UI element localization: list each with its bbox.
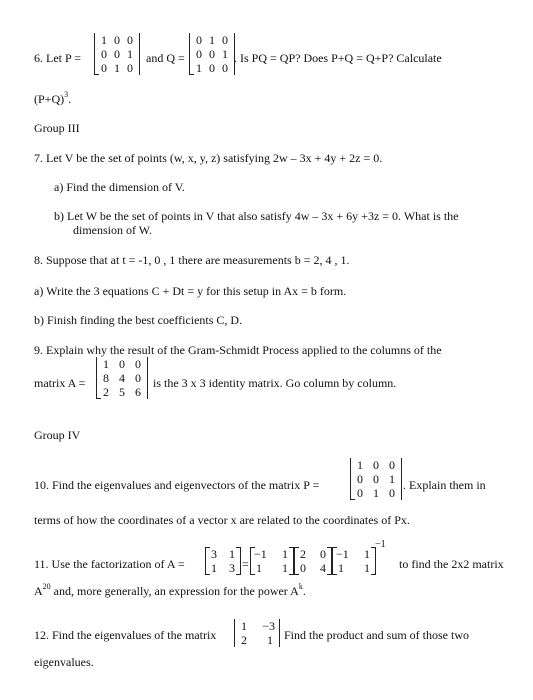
- matrix-entry: 5: [119, 385, 125, 399]
- matrix-entry: 4: [320, 561, 326, 575]
- matrix-entry: 1: [103, 357, 109, 371]
- matrix-entry: 1: [196, 61, 202, 75]
- matrix-entry: 0: [357, 472, 363, 486]
- matrix-entry: 1: [338, 561, 344, 575]
- q11-lead: 11. Use the factorization of A =: [34, 557, 185, 571]
- q7-part-a: a) Find the dimension of V.: [54, 180, 185, 194]
- matrix-row: [351, 486, 401, 500]
- matrix-entry: 1: [357, 458, 363, 472]
- matrix-row: [250, 561, 294, 575]
- matrix-entry: 0: [114, 33, 120, 47]
- group-iii-heading: Group III: [34, 121, 80, 135]
- matrix-entry: 2: [103, 385, 109, 399]
- matrix-entry: 1: [364, 561, 370, 575]
- matrix-entry: 1: [127, 47, 133, 61]
- q12-lead: 12. Find the eigenvalues of the matrix: [34, 628, 217, 642]
- q9-matrix-a: [96, 357, 148, 399]
- matrix-entry: 0: [114, 47, 120, 61]
- matrix-entry: 0: [222, 33, 228, 47]
- q10-tail: . Explain them in: [403, 478, 486, 492]
- matrix-entry: 6: [135, 385, 141, 399]
- q7-part-b-line1: b) Let W be the set of points in V that also satisfy 4w – 3x + 6y +3z = 0. What is the: [54, 209, 459, 223]
- matrix-entry: 0: [373, 472, 379, 486]
- matrix-entry: 1: [256, 561, 262, 575]
- q11-line2: $A^{20}$ and, more generally, an expression for the power $A^k$.: [34, 582, 306, 598]
- q10-matrix-p: [350, 458, 402, 500]
- q6-and: and Q =: [146, 51, 185, 65]
- matrix-row: [351, 458, 401, 472]
- matrix-entry: 1: [114, 61, 120, 75]
- matrix-entry: 2: [241, 633, 247, 647]
- matrix-row: [235, 619, 279, 633]
- q12-tail: Find the product and sum of those two: [284, 628, 469, 642]
- q10-line2: terms of how the coordinates of a vector x are related to the coordinates of Px.: [34, 513, 410, 527]
- matrix-entry: 0: [357, 486, 363, 500]
- q7-text: 7. Let V be the set of points (w, x, y, z) satisfying 2w – 3x + 4y + 2z = 0.: [34, 151, 383, 165]
- matrix-entry: 0: [196, 33, 202, 47]
- matrix-row: [190, 33, 234, 47]
- q12-line2: eigenvalues.: [34, 655, 94, 669]
- q9-lead: matrix A =: [34, 376, 86, 390]
- matrix-entry: 1: [282, 547, 288, 561]
- q8-text: 8. Suppose that at t = -1, 0 , 1 there are measurements b = 2, 4 , 1.: [34, 253, 350, 267]
- matrix-entry: 3: [211, 547, 217, 561]
- matrix-entry: 0: [127, 61, 133, 75]
- matrix-entry: 1: [209, 33, 215, 47]
- q6-lead: 6. Let P =: [34, 51, 81, 65]
- matrix-row: [190, 47, 234, 61]
- matrix-row: [235, 633, 279, 647]
- matrix-row: [97, 357, 147, 371]
- matrix-row: [205, 561, 241, 575]
- matrix-entry: 0: [135, 357, 141, 371]
- matrix-entry: 0: [119, 357, 125, 371]
- matrix-entry: 0: [135, 371, 141, 385]
- matrix-entry: 4: [119, 371, 125, 385]
- q8-part-b: b) Finish finding the best coefficients C, D.: [34, 313, 243, 327]
- matrix-entry: 3: [229, 561, 235, 575]
- matrix-row: [190, 61, 234, 75]
- matrix-entry: 0: [196, 47, 202, 61]
- matrix-entry: 0: [389, 458, 395, 472]
- q6-line2: $(P+Q)^3$.: [34, 90, 72, 106]
- matrix-entry: 0: [209, 47, 215, 61]
- matrix-entry: −1: [336, 547, 349, 561]
- q11-matrix-d: [294, 547, 332, 575]
- matrix-row: [97, 385, 147, 399]
- matrix-row: [205, 547, 241, 561]
- matrix-row: [250, 547, 294, 561]
- matrix-row: [332, 561, 376, 575]
- q11-tail: to find the 2x2 matrix: [399, 557, 504, 571]
- matrix-entry: 8: [103, 371, 109, 385]
- matrix-row: [332, 547, 376, 561]
- matrix-row: [95, 33, 139, 47]
- matrix-row: [294, 561, 332, 575]
- q11-equals: =: [242, 557, 249, 571]
- q11-matrix-s-inverse: [332, 547, 376, 575]
- matrix-entry: 2: [300, 547, 306, 561]
- matrix-entry: 0: [127, 33, 133, 47]
- matrix-entry: 1: [282, 561, 288, 575]
- matrix-entry: 0: [209, 61, 215, 75]
- matrix-row: [294, 547, 332, 561]
- q9-tail: is the 3 x 3 identity matrix. Go column by column.: [153, 376, 397, 390]
- matrix-entry: 0: [320, 547, 326, 561]
- matrix-entry: 0: [300, 561, 306, 575]
- matrix-entry: 1: [267, 633, 273, 647]
- matrix-entry: 1: [241, 619, 247, 633]
- q11-matrix-a: [205, 547, 241, 575]
- q7-part-b-line2: dimension of W.: [73, 223, 153, 237]
- matrix-entry: 0: [101, 47, 107, 61]
- q12-matrix: [234, 619, 280, 647]
- q11-inverse-exponent: −1: [375, 539, 386, 550]
- matrix-entry: 1: [229, 547, 235, 561]
- matrix-entry: 0: [101, 61, 107, 75]
- matrix-row: [351, 472, 401, 486]
- matrix-row: [97, 371, 147, 385]
- matrix-entry: 1: [101, 33, 107, 47]
- q10-lead: 10. Find the eigenvalues and eigenvectors of the matrix P =: [34, 478, 320, 492]
- matrix-entry: 1: [364, 547, 370, 561]
- q6-tail: . Is PQ = QP? Does P+Q = Q+P? Calculate: [234, 51, 442, 65]
- matrix-row: [95, 61, 139, 75]
- q8-part-a: a) Write the 3 equations C + Dt = y for this setup in Ax = b form.: [34, 284, 347, 298]
- group-iv-heading: Group IV: [34, 428, 81, 442]
- matrix-entry: 1: [211, 561, 217, 575]
- matrix-entry: 1: [222, 47, 228, 61]
- matrix-entry: 1: [389, 472, 395, 486]
- matrix-row: [95, 47, 139, 61]
- matrix-entry: 0: [373, 458, 379, 472]
- q6-matrix-p: [94, 33, 140, 75]
- q6-matrix-q: [189, 33, 235, 75]
- matrix-entry: 1: [373, 486, 379, 500]
- q11-matrix-s: [250, 547, 294, 575]
- matrix-entry: 0: [389, 486, 395, 500]
- matrix-entry: −1: [254, 547, 267, 561]
- matrix-entry: −3: [262, 619, 275, 633]
- q9-text: 9. Explain why the result of the Gram-Schmidt Process applied to the columns of the: [34, 343, 442, 357]
- matrix-entry: 0: [222, 61, 228, 75]
